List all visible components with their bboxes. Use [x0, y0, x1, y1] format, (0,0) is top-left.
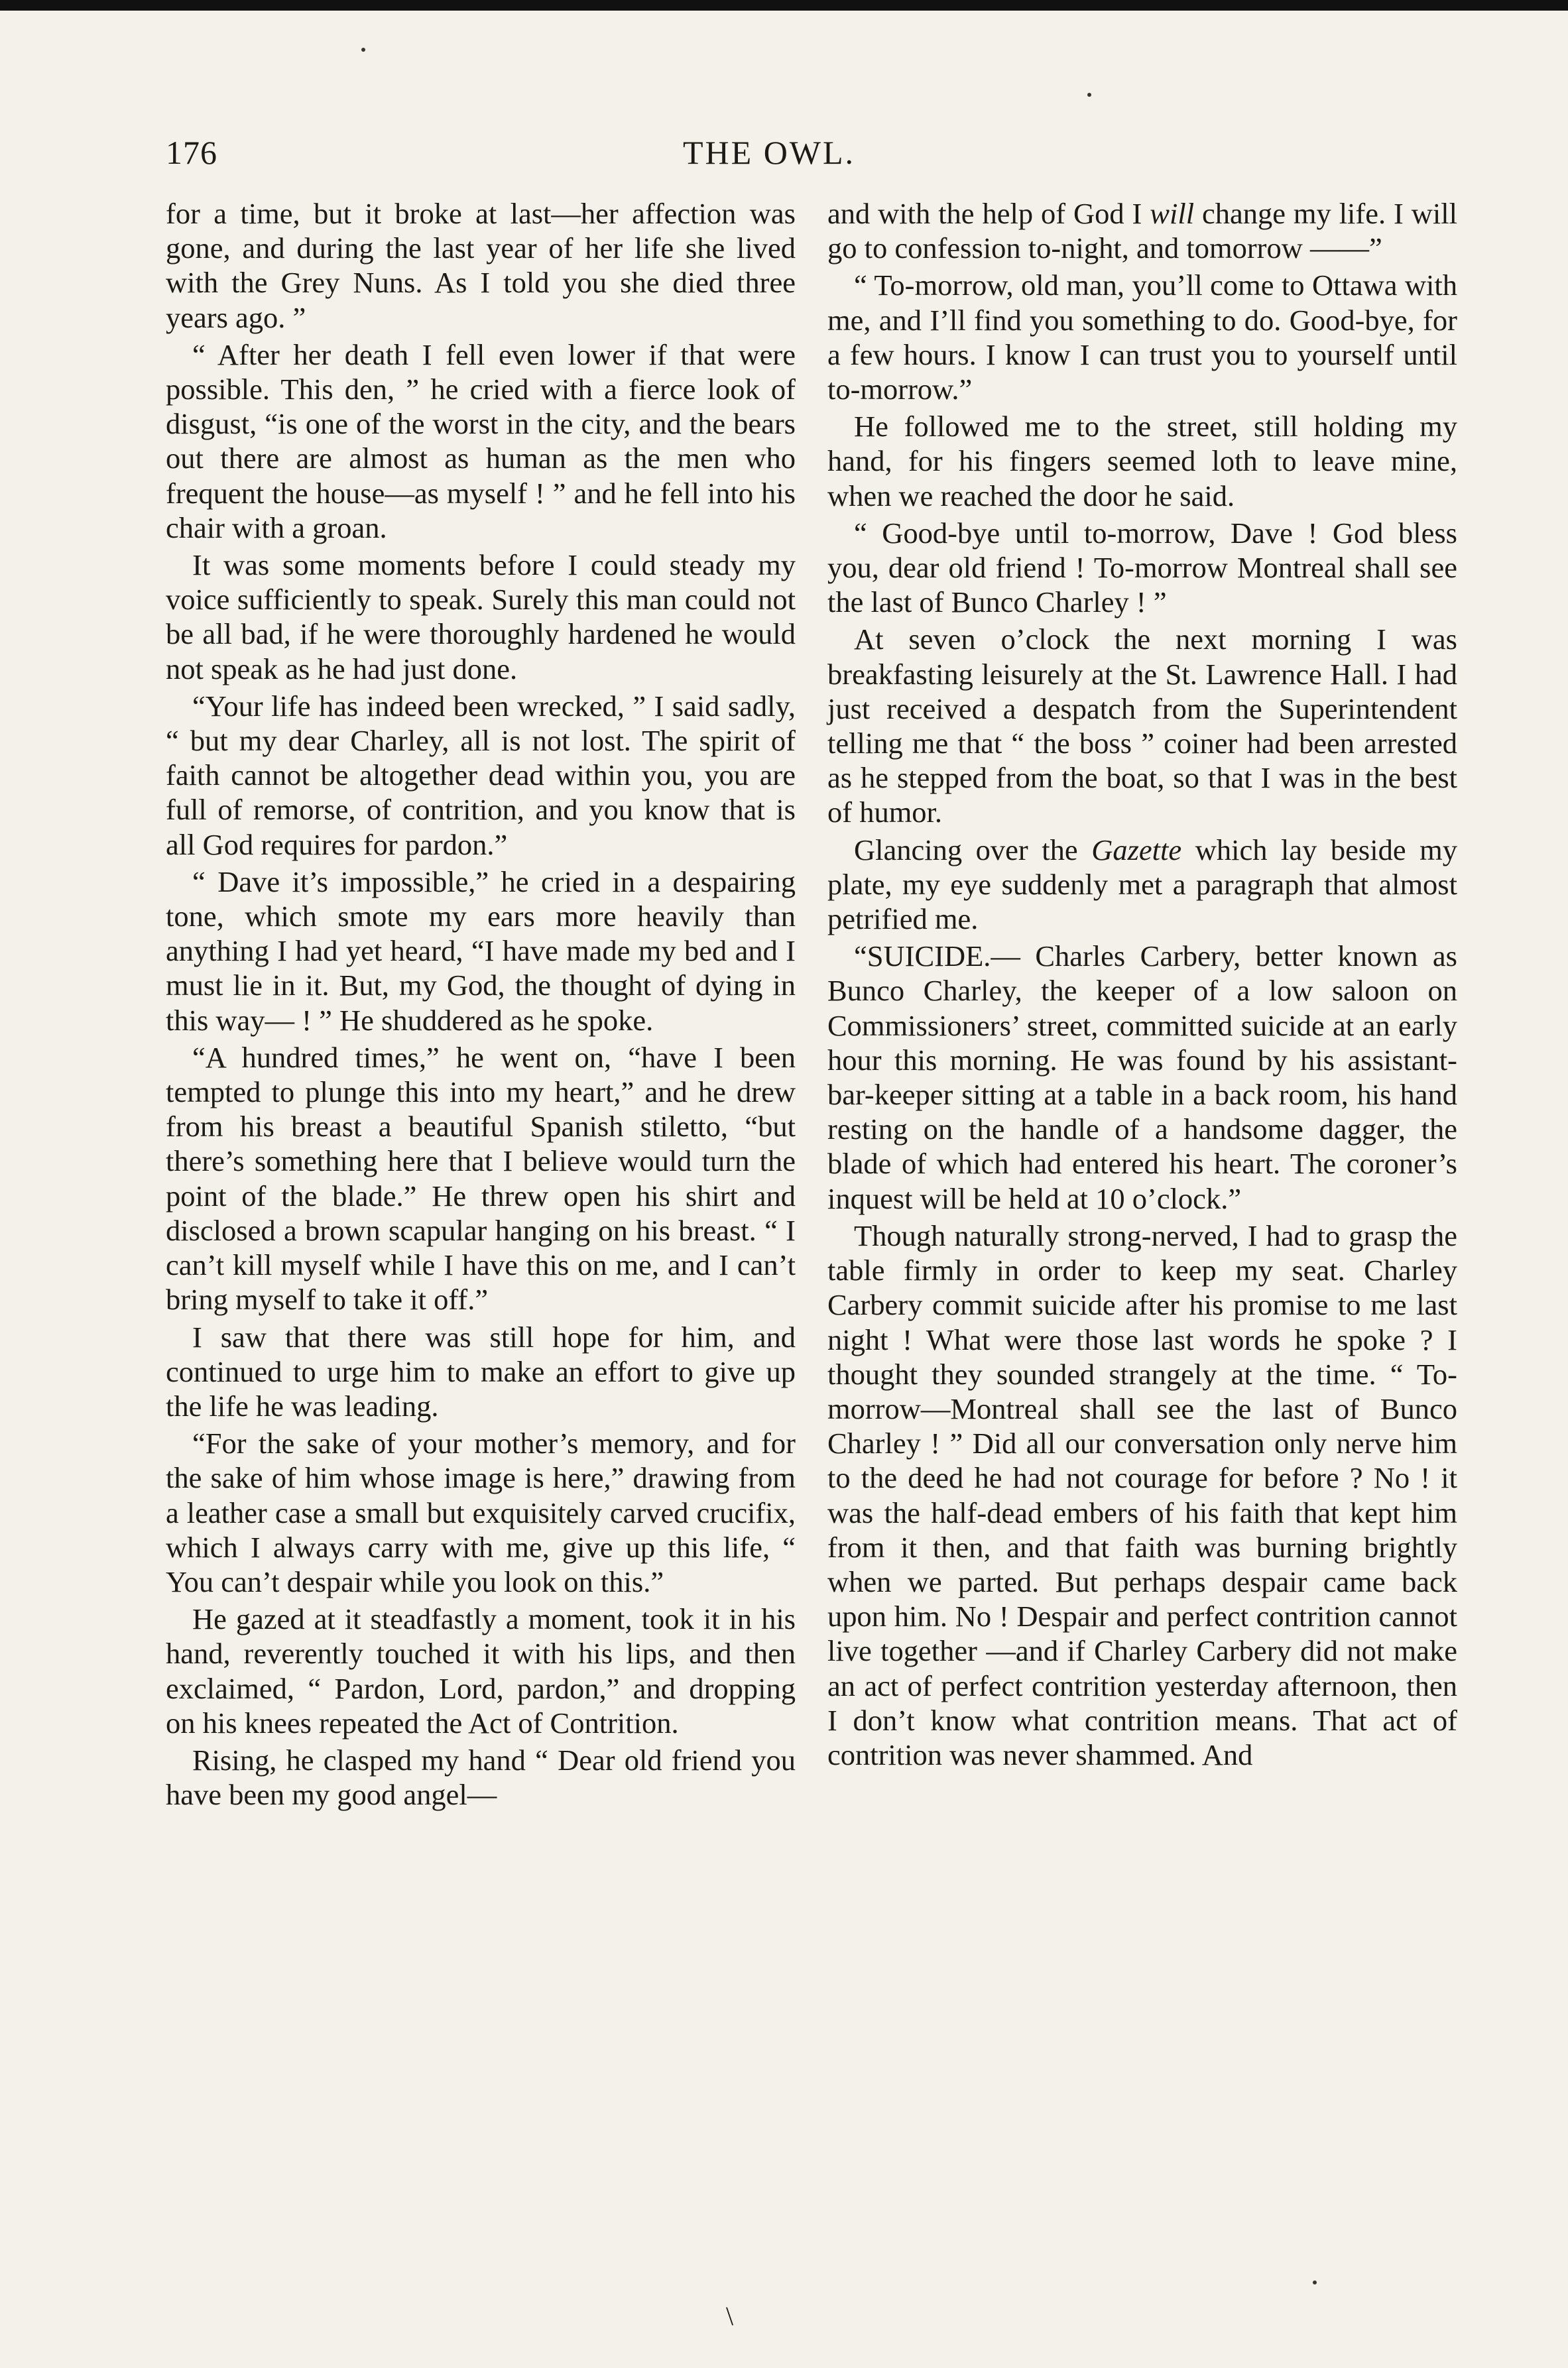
- paragraph: “ To-morrow, old man, you’ll come to Ottawa with me, and I’ll find you something to do. Good-bye, for a few hours. I know I can trust you to yourself until to-morrow.”: [827, 268, 1457, 406]
- paragraph: “ Good-bye until to-morrow, Dave ! God bless you, dear old friend ! To-morrow Montreal shall see the last of Bunco Charley ! ”: [827, 516, 1457, 619]
- paragraph: Glancing over the Gazette which lay beside my plate, my eye suddenly met a paragraph that almost petrified me.: [827, 833, 1457, 936]
- paragraph: and with the help of God I will change my life. I will go to confession to-night, and tomorrow ——”: [827, 197, 1457, 265]
- paragraph: I saw that there was still hope for him, and continued to urge him to make an effort to give up the life he was leading.: [166, 1320, 796, 1423]
- print-speck: [1313, 2280, 1317, 2284]
- paragraph: He followed me to the street, still holding my hand, for his fingers seemed loth to leave mine, when we reached the door he said.: [827, 410, 1457, 512]
- emphasis: will: [1150, 197, 1195, 230]
- paragraph: “Your life has indeed been wrecked, ” I said sadly, “ but my dear Charley, all is not lost. The spirit of faith cannot be altogether dead within you, you are full of remorse, of contrition, and you know that is all God requires for pardon.”: [166, 689, 796, 861]
- right-column: [827, 196, 1457, 1772]
- top-border-rule: [0, 0, 1568, 11]
- paragraph: for a time, but it broke at last—her affection was gone, and during the last year of her life she lived with the Grey Nuns. As I told you she died three years ago. ”: [166, 197, 796, 334]
- paragraph: “A hundred times,” he went on, “have I been tempted to plunge this into my heart,” and he drew from his breast a beautiful Spanish stiletto, “but there’s something here that I believe would turn the point of the blade.” He threw open his shirt and disclosed a brown scapular hanging on his breast. “ I can’t kill myself while I have this on me, and I can’t bring myself to take it off.”: [166, 1040, 796, 1317]
- page-number: 176: [166, 134, 217, 171]
- left-column: [166, 196, 796, 1812]
- paragraph: “ After her death I fell even lower if that were possible. This den, ” he cried with a fierce look of disgust, “is one of the worst in the city, and the bears out there are almost as human as the men who frequent the house—as myself ! ” and he fell into his chair with a groan.: [166, 337, 796, 544]
- paragraph: “For the sake of your mother’s memory, and for the sake of him whose image is here,” drawing from a leather case a small but exquisitely carved crucifix, which I always carry with me, give up this life, “ You can’t despair while you look on this.”: [166, 1427, 796, 1598]
- paragraph: It was some moments before I could steady my voice sufficiently to speak. Surely this man could not be all bad, if he were thoroughly hardened he would not speak as he had just done.: [166, 548, 796, 685]
- paragraph: He gazed at it steadfastly a moment, took it in his hand, reverently touched it with his lips, and then exclaimed, “ Pardon, Lord, pardon,” and dropping on his knees repeated the Act of Contrition.: [166, 1602, 796, 1740]
- newspaper-title: Gazette: [1091, 833, 1182, 866]
- paragraph: At seven o’clock the next morning I was breakfasting leisurely at the St. Lawrence Hall. I had just received a despatch from the Superintendent telling me that “ the boss ” coiner had been arrested as he stepped from the boat, so that I was in the best of humor.: [827, 622, 1457, 829]
- print-speck: [361, 48, 365, 52]
- paragraph: “SUICIDE.— Charles Carbery, better known as Bunco Charley, the keeper of a low saloon on Commissioners’ street, committed suicide at an early hour this morning. He was found by his assistant-bar-keeper sitting at a table in a back room, his hand resting on the handle of a handsome dagger, the blade of which had entered his heart. The coroner’s inquest will be held at 10 o’clock.”: [827, 939, 1457, 1215]
- running-title: THE OWL.: [683, 134, 856, 171]
- paragraph: Though naturally strong-nerved, I had to grasp the table firmly in order to keep my seat. Charley Carbery commit suicide after his promise to me last night ! What were those last words he spoke ? I thought they sounded strangely at the time. “ To-morrow—Montreal shall see the last of Bunco Charley ! ” Did all our conversation only nerve him to the deed he had not courage for before ? No ! it was the half-dead embers of his faith that kept him from it then, and that faith was burning brightly when we parted. But perhaps despair came back upon him. No ! Despair and perfect contrition cannot live together —and if Charley Carbery did not make an act of perfect contrition yesterday afternoon, then I don’t know what contrition means. That act of contrition was never shammed. And: [827, 1218, 1457, 1771]
- paragraph: Rising, he clasped my hand “ Dear old friend you have been my good angel—: [166, 1743, 796, 1812]
- page-header: [166, 126, 1432, 179]
- paragraph: “ Dave it’s impossible,” he cried in a despairing tone, which smote my ears more heavily than anything I had yet heard, “I have made my bed and I must lie in it. But, my God, the thought of dying in this way— ! ” He shuddered as he spoke.: [166, 864, 796, 1037]
- print-speck: [1087, 93, 1091, 97]
- footer-mark: \: [726, 2301, 734, 2331]
